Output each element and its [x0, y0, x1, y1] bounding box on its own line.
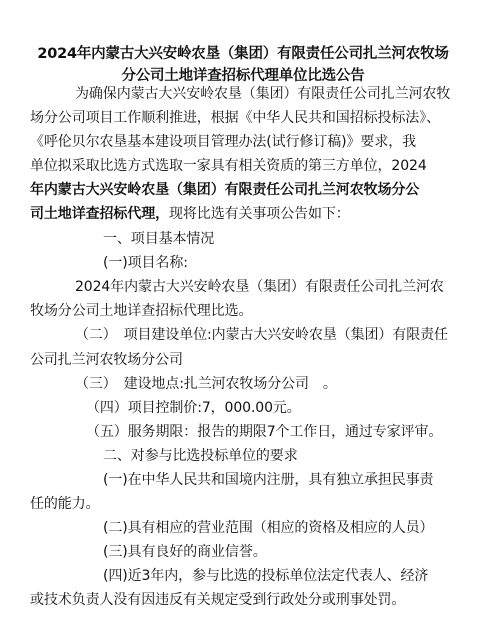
intro-line-3: 《呼伦贝尔农垦基本建设项目管理办法(试行修订稿)》要求，我 [30, 134, 417, 150]
section-2-item-3: (三)具有良好的商业信誉。 [103, 544, 267, 560]
intro-line-5: 年内蒙古大兴安岭农垦（集团）有限责任公司扎兰河农牧场分公 [30, 182, 420, 198]
intro-line-6-rest: 现将比选有关事项公告如下： [169, 206, 350, 222]
document-title-line-1: 2024年内蒙古大兴安岭农垦（集团）有限责任公司扎兰河农牧场 [37, 46, 449, 62]
section-1-item-1-text-line-2: 牧场分公司土地详查招标代理比选。 [30, 303, 253, 319]
section-2-item-1-line-1: (一)在中华人民共和国境内注册，具有独立承担民事责 [103, 472, 434, 488]
section-1-item-2-line-2: 公司扎兰河农牧场分公司 [30, 352, 183, 368]
intro-line-6 [30, 206, 350, 222]
section-2-heading: 二、对参与比选投标单位的要求 [103, 448, 298, 464]
intro-line-4: 单位拟采取比选方式选取一家具有相关资质的第三方单位，2024 [30, 158, 427, 174]
intro-line-6-bold: 司土地详查招标代理， [30, 206, 169, 222]
document-title-line-2: 分公司土地详查招标代理单位比选公告 [121, 68, 365, 84]
section-2-item-4-line-1: (四)近3年内，参与比选的投标单位法定代表人、经济 [103, 568, 429, 584]
section-1-item-5: （五）服务期限：报告的期限7个工作日，通过专家评审。 [86, 424, 443, 440]
section-1-item-1-text-line-1: 2024年内蒙古大兴安岭农垦（集团）有限责任公司扎兰河农 [75, 279, 444, 295]
section-2-item-1-line-2: 任的能力。 [30, 496, 100, 512]
section-1-item-4: （四）项目控制价:7，000.00元。 [86, 400, 301, 416]
section-2-item-2: (二)具有相应的营业范围（相应的资格及相应的人员） [103, 520, 434, 536]
section-1-heading: 一、项目基本情况 [103, 231, 215, 247]
intro-line-1: 为确保内蒙古大兴安岭农垦（集团）有限责任公司扎兰河农牧 [75, 86, 451, 102]
section-1-item-3: （三） 建设地点:扎兰河农牧场分公司 。 [75, 376, 337, 392]
intro-line-2: 场分公司项目工作顺利推进，根据《中华人民共和国招标投标法》、 [30, 110, 440, 126]
section-1-item-2-line-1: （二） 项目建设单位:内蒙古大兴安岭农垦（集团）有限责任 [75, 327, 448, 343]
section-2-item-4-line-2: 或技术负责人没有因违反有关规定受到行政处分或刑事处罚。 [30, 592, 406, 608]
section-1-item-1-label: (一)项目名称: [103, 255, 188, 271]
